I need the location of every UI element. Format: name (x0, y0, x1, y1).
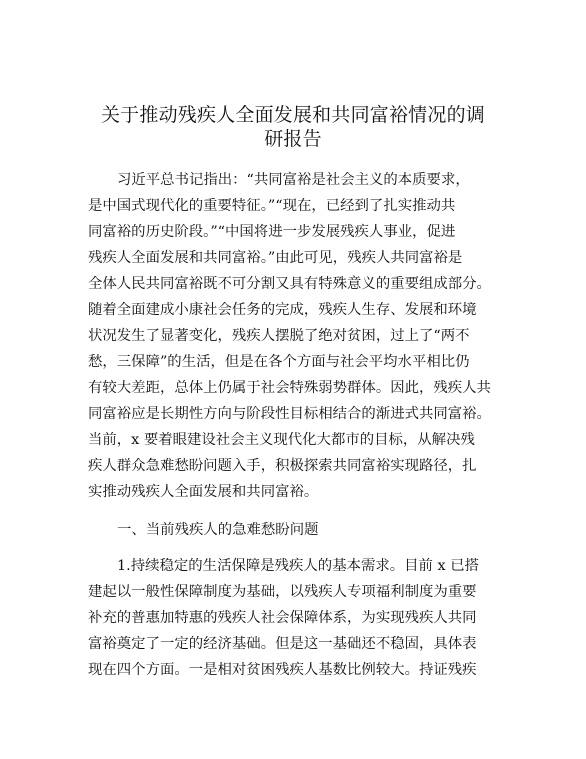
paragraph-line: 疾人群众急难愁盼问题入手，积极探索共同富裕实现路径，扎 (88, 458, 477, 474)
paragraph-line: 实推动残疾人全面发展和共同富裕。 (88, 484, 319, 500)
title-line-2: 研报告 (264, 128, 322, 150)
document-title (70, 103, 516, 151)
section-heading: 一、当前残疾人的急难愁盼问题 (117, 522, 319, 538)
paragraph-line: 同富裕的历史阶段。”“中国将进一步发展残疾人事业，促进 (88, 224, 456, 240)
paragraph-line: 残疾人全面发展和共同富裕。”由此可见，残疾人共同富裕是 (88, 250, 463, 266)
paragraph-line: 是中国式现代化的重要特征。”“现在，已经到了扎实推动共 (88, 198, 456, 214)
paragraph-line: 1.持续稳定的生活保障是残疾人的基本需求。目前 x 已搭 (117, 558, 479, 574)
paragraph-line: 富裕奠定了一定的经济基础。但是这一基础还不稳固，具体表 (88, 636, 477, 652)
paragraph-line: 补充的普惠加特惠的残疾人社会保障体系，为实现残疾人共同 (88, 610, 477, 626)
paragraph-line: 建起以一般性保障制度为基础，以残疾人专项福利制度为重要 (88, 584, 477, 600)
paragraph-line: 愁，三保障”的生活，但是在各个方面与社会平均水平相比仍 (88, 354, 470, 370)
paragraph-line: 当前，x 要着眼建设社会主义现代化大都市的目标，从解决残 (88, 432, 475, 448)
paragraph-line: 有较大差距，总体上仍属于社会特殊弱势群体。因此，残疾人共 (88, 380, 491, 396)
paragraph-line: 同富裕应是长期性方向与阶段性目标相结合的渐进式共同富裕。 (88, 406, 491, 422)
paragraph-line: 状况发生了显著变化，残疾人摆脱了绝对贫困，过上了“两不 (88, 328, 470, 344)
title-line-1: 关于推动残疾人全面发展和共同富裕情况的调 (100, 104, 485, 126)
paragraph-line: 全体人民共同富裕既不可分割又具有特殊意义的重要组成部分。 (88, 276, 491, 292)
paragraph-line: 现在四个方面。一是相对贫困残疾人基数比例较大。持证残疾 (88, 662, 477, 678)
paragraph-line: 随着全面建成小康社会任务的完成，残疾人生存、发展和环境 (88, 302, 477, 318)
paragraph-line: 习近平总书记指出：“共同富裕是社会主义的本质要求， (117, 172, 470, 188)
